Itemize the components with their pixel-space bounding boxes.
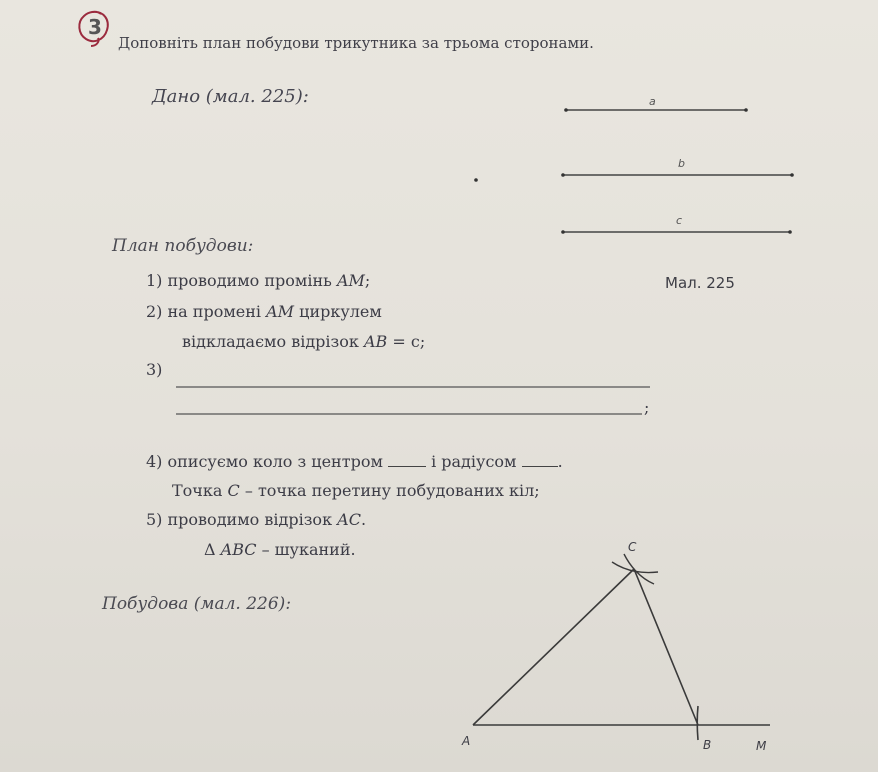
segment-c-label: c bbox=[676, 214, 683, 227]
segment-b-start-dot bbox=[561, 173, 565, 177]
point-a-label: A bbox=[462, 734, 471, 748]
segment-c-start-dot bbox=[561, 230, 565, 234]
given-label: Дано (мал. 225): bbox=[152, 86, 309, 107]
segment-c-end-dot bbox=[788, 230, 792, 234]
step-2-line-2 bbox=[182, 332, 425, 351]
task-title: Доповніть план побудови трикутника за трьома сторонами. bbox=[118, 34, 594, 52]
segment-b-end-dot bbox=[790, 173, 794, 177]
segment-a-start-dot bbox=[564, 108, 568, 112]
step-4-line-2 bbox=[172, 481, 540, 500]
step-2-text-2: відкладаємо відрізок bbox=[182, 332, 364, 351]
step-5-segment: AC bbox=[337, 510, 361, 529]
step-4-intersection-text: – точка перетину побудованих кіл; bbox=[239, 481, 540, 500]
step-4-end: . bbox=[557, 452, 563, 471]
side-bc bbox=[634, 569, 698, 725]
figure-225-label: Мал. 225 bbox=[665, 274, 735, 292]
side-ac bbox=[473, 569, 634, 725]
step-5-end: . bbox=[360, 510, 367, 529]
step-4-radius-text: і радіусом bbox=[425, 452, 522, 471]
step-2-line-1 bbox=[146, 302, 382, 321]
result-line bbox=[204, 540, 356, 559]
step-2-end: = с; bbox=[387, 332, 426, 351]
step-3-end: ; bbox=[644, 398, 650, 417]
segment-a-label: a bbox=[649, 95, 656, 108]
step-2-text: 2) на промені bbox=[146, 302, 267, 321]
triangle-symbol: Δ bbox=[204, 540, 221, 559]
step-2-compass: циркулем bbox=[294, 302, 382, 321]
triangle-name: ABC bbox=[220, 540, 257, 559]
step-4-point: C bbox=[227, 481, 240, 500]
arc-mark-b bbox=[697, 706, 698, 740]
point-c-label: C bbox=[628, 540, 637, 554]
step-5 bbox=[146, 510, 366, 529]
segment-b-label: b bbox=[678, 157, 685, 170]
result-text: – шуканий. bbox=[256, 540, 356, 559]
step-2-segment: AB bbox=[363, 332, 388, 351]
step-1-text: 1) проводимо промінь bbox=[146, 271, 337, 290]
step-2-ray: AM bbox=[266, 302, 295, 321]
step-1-ray: AM bbox=[336, 271, 365, 290]
segment-a-end-dot bbox=[744, 108, 748, 112]
step-5-text: 5) проводимо відрізок bbox=[146, 510, 338, 529]
construction-label: Побудова (мал. 226): bbox=[102, 594, 292, 614]
step-4-radius-blank bbox=[522, 454, 558, 467]
plan-title: План побудови: bbox=[112, 236, 254, 256]
step-4-text: 4) описуємо коло з центром bbox=[146, 452, 388, 471]
step-1-end: ; bbox=[364, 271, 371, 290]
step-4-center-blank bbox=[388, 454, 426, 467]
step-3-number: 3) bbox=[146, 360, 163, 379]
step-1 bbox=[146, 271, 370, 290]
stray-dot bbox=[474, 178, 478, 182]
step-4-line-1 bbox=[146, 452, 563, 471]
point-m-label: M bbox=[756, 739, 767, 753]
task-number: 3 bbox=[88, 15, 102, 39]
step-4-point-text: Точка bbox=[172, 481, 228, 500]
point-b-label: B bbox=[703, 738, 712, 752]
